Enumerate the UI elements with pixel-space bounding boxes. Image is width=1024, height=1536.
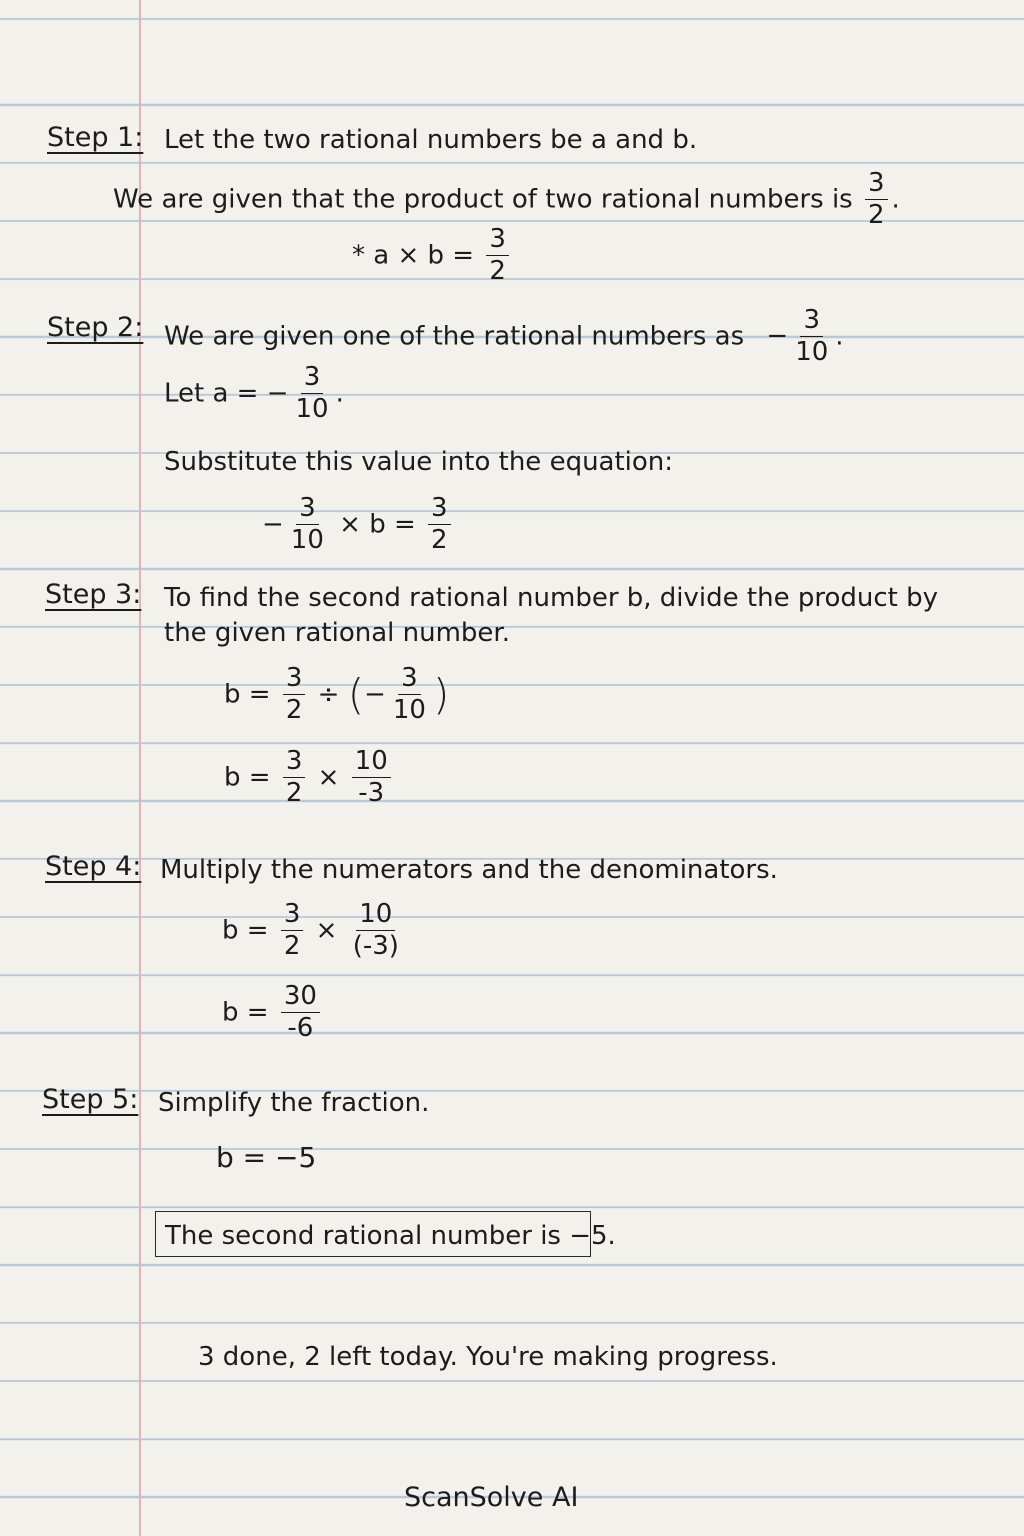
fraction: $\frac{3}{2}$ — [486, 226, 509, 286]
step-1-equation: * a × b = $\frac{3}{2}$ — [352, 226, 513, 286]
fraction: $\frac{30}{-6}$ — [281, 983, 320, 1043]
step-3-equation-1: b = $\frac{3}{2}$ ÷ (− $\frac{3}{10}$ ) — [224, 663, 450, 726]
step-3-equation-2: b = $\frac{3}{2}$ × $\frac{10}{-3}$ — [224, 748, 395, 808]
step-1-text: Let the two rational numbers be a and b. — [164, 125, 698, 155]
fraction: $\frac{3}{2}$ — [283, 665, 306, 725]
answer-text: The second rational number is −5. — [165, 1221, 616, 1251]
step-1-label: Step 1: — [47, 122, 144, 153]
step-4-text: Multiply the numerators and the denominators. — [160, 855, 778, 885]
step-5-result: b = −5 — [216, 1141, 317, 1174]
fraction: $\frac{3}{10}$ — [295, 362, 329, 425]
step-4-equation-2: b = $\frac{30}{-6}$ — [222, 983, 324, 1043]
step-5-label: Step 5: — [42, 1084, 139, 1115]
step-2-substitute-text: Substitute this value into the equation: — [164, 447, 674, 477]
fraction: $\frac{3}{2}$ — [281, 901, 304, 961]
step-2-let-statement: Let a = − $\frac{3}{10}$ . — [164, 362, 344, 425]
step-3-text-line-1: To find the second rational number b, divide the product by — [164, 583, 938, 613]
fraction: $\frac{10}{(-3)}$ — [352, 899, 399, 962]
fraction: $\frac{3}{10}$ — [290, 493, 324, 556]
step-2-text: We are given one of the rational numbers as − $\frac{3}{10}$ . — [164, 305, 844, 368]
fraction: $\frac{10}{-3}$ — [352, 748, 391, 808]
step-2-equation: − $\frac{3}{10}$ × b = $\frac{3}{2}$ — [262, 495, 455, 555]
fraction: $\frac{3}{2}$ — [283, 748, 306, 808]
notebook-margin-line — [139, 0, 141, 1536]
step-5-text: Simplify the fraction. — [158, 1088, 430, 1118]
step-2-label: Step 2: — [47, 312, 144, 343]
fraction: $\frac{3}{2}$ — [428, 495, 451, 555]
step-3-label: Step 3: — [45, 579, 142, 610]
step-4-label: Step 4: — [45, 851, 142, 882]
fraction: $\frac{3}{10}$ — [392, 663, 426, 726]
brand-footer: ScanSolve AI — [404, 1482, 579, 1513]
fraction: $\frac{3}{2}$ — [865, 170, 888, 230]
step-4-equation-1: b = $\frac{3}{2}$ × $\frac{10}{(-3)}$ — [222, 901, 406, 961]
fraction: $\frac{3}{10}$ — [795, 305, 829, 368]
step-3-text-line-2: the given rational number. — [164, 618, 510, 648]
step-1-product-statement: We are given that the product of two rational numbers is $\frac{3}{2}$ . — [113, 168, 900, 231]
progress-message: 3 done, 2 left today. You're making progress. — [198, 1342, 778, 1372]
